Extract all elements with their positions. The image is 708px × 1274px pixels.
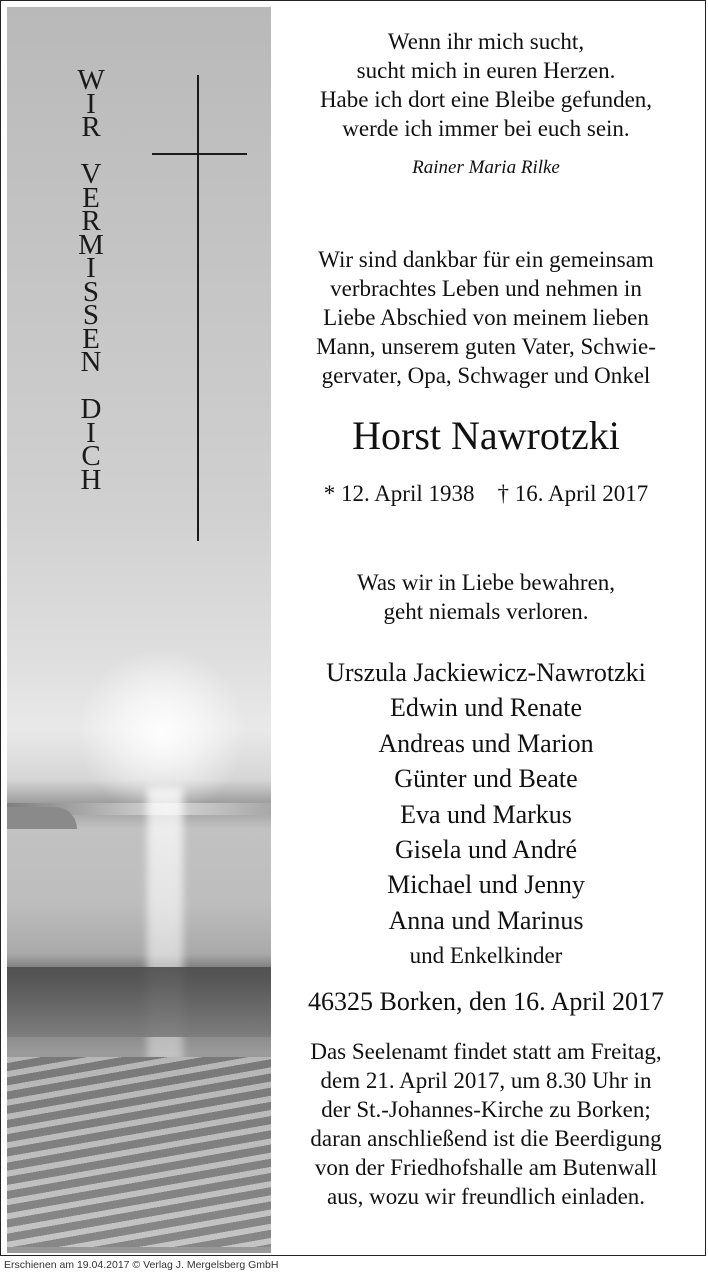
quote-line: geht niemals verloren. [383, 599, 589, 624]
obituary-text [271, 7, 701, 1253]
intro-line: Mann, unserem guten Vater, Schwie- [316, 334, 656, 359]
poem-line: werde ich immer bei euch sein. [342, 116, 630, 141]
sea-band [7, 967, 271, 1037]
family-list [271, 655, 701, 973]
seascape-image [7, 7, 271, 1253]
quote-line: Was wir in Liebe bewahren, [356, 570, 616, 595]
family-member: Urszula Jackiewicz-Nawrotzki [326, 658, 646, 687]
poem-line: sucht mich in euren Herzen. [356, 58, 616, 83]
intro-line: gervater, Opa, Schwager und Onkel [321, 363, 651, 388]
birth-date: * 12. April 1938 [323, 481, 475, 506]
family-member: Gisela und André [395, 835, 577, 865]
family-member: Eva und Markus [400, 799, 572, 829]
service-line: der St.-Johannes-Kirche zu Borken; [321, 1097, 651, 1122]
cross-icon [197, 75, 199, 541]
intro-line: verbrachtes Leben und nehmen in [330, 276, 642, 301]
intro-line: Wir sind dankbar für ein gemeinsam [318, 247, 654, 272]
vertical-motto: W I R V E R M I S S E N D I C H [77, 64, 105, 496]
poem-line: Wenn ihr mich sucht, [387, 29, 585, 54]
poem-author: Rainer Maria Rilke [412, 157, 560, 178]
deceased-name: Horst Nawrotzki [352, 413, 620, 458]
life-dates [271, 481, 701, 507]
service-line: dem 21. April 2017, um 8.30 Uhr in [320, 1068, 652, 1093]
publication-footer: Erschienen am 19.04.2017 © Verlag J. Mergelsberg GmbH [4, 1259, 279, 1271]
family-member: Anna und Marinus [388, 905, 584, 935]
poem-line: Habe ich dort eine Bleibe gefunden, [319, 87, 653, 112]
service-line: Das Seelenamt findet statt am Freitag, [310, 1039, 662, 1064]
service-line: daran anschließend ist die Beerdigung [310, 1126, 662, 1151]
service-line: von der Friedhofshalle am Butenwall [314, 1155, 658, 1180]
place-date: 46325 Borken, den 16. April 2017 [307, 987, 665, 1016]
family-member: Andreas und Marion [378, 728, 594, 758]
quote [271, 568, 701, 626]
family-member: Günter und Beate [394, 764, 578, 794]
service-info [271, 1037, 701, 1211]
death-date: † 16. April 2017 [497, 481, 649, 506]
grandchildren: und Enkelkinder [409, 943, 563, 969]
intro-line: Liebe Abschied von meinem lieben [323, 305, 649, 330]
island [7, 807, 77, 829]
family-member: Michael und Jenny [387, 870, 585, 900]
service-line: aus, wozu wir freundlich einladen. [326, 1184, 646, 1209]
cross-icon-bar [152, 153, 247, 155]
family-member: Edwin und Renate [389, 693, 583, 723]
surf [7, 1057, 271, 1247]
intro-text [271, 245, 701, 390]
poem [271, 27, 701, 143]
